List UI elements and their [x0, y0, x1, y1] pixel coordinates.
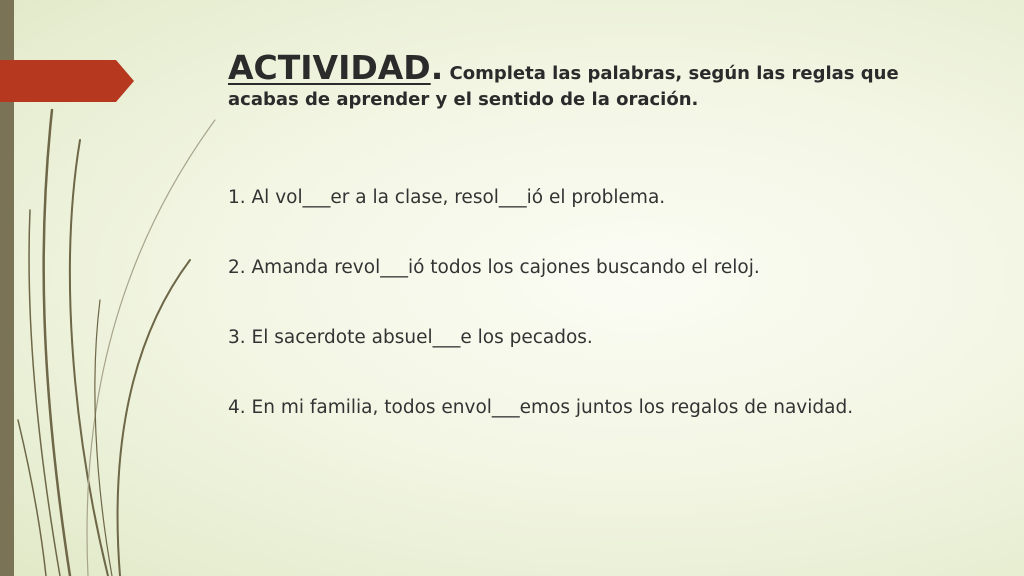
list-item: 4. En mi familia, todos envol___emos juntos los regalos de navidad. [228, 397, 854, 418]
list-item: 2. Amanda revol___ió todos los cajones buscando el reloj. [228, 257, 760, 278]
title-separator: . [430, 48, 444, 87]
title-heading: ACTIVIDAD [228, 48, 431, 87]
list-item: 1. Al vol___er a la clase, resol___ió el problema. [228, 187, 666, 208]
title-instruction-line2: acabas de aprender y el sentido de la oración. [228, 89, 699, 110]
slide-title [228, 48, 948, 112]
title-instruction-line1: Completa las palabras, según las reglas que [449, 63, 899, 84]
exercise-list [228, 182, 988, 462]
arrow-tab-icon [0, 60, 134, 102]
list-item: 3. El sacerdote absuel___e los pecados. [228, 327, 593, 348]
